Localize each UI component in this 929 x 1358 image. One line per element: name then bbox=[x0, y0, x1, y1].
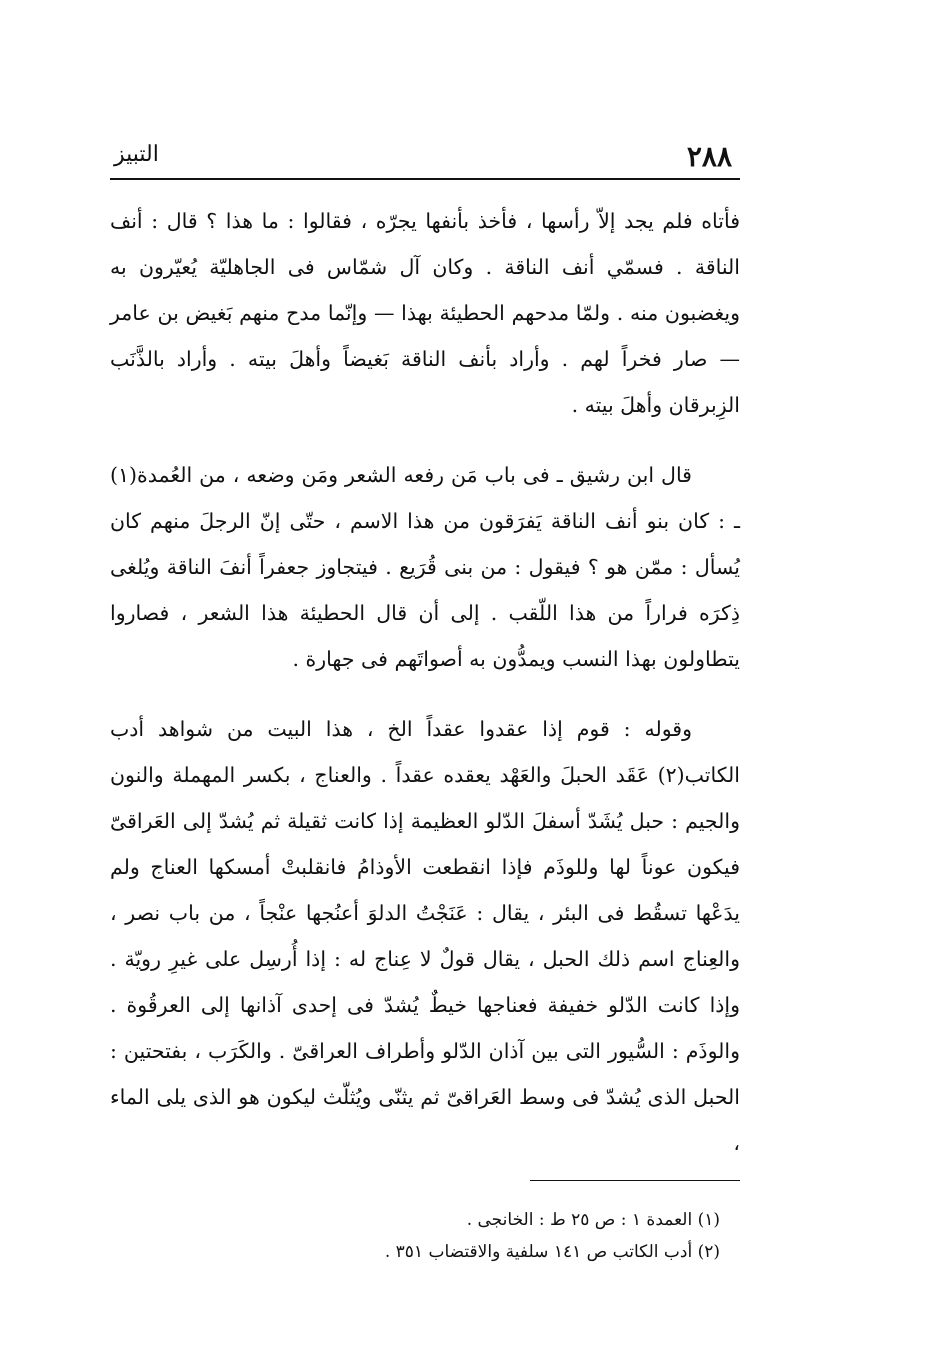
main-text bbox=[110, 198, 740, 1190]
paragraph-3: وقوله : قوم إذا عقدوا عقداً الخ ، هذا البيت من شواهد أدب الكاتب(٢) عَقَد الحبلَ والعَهْد يعقده عقداً . والعناج ، بكسر المهملة والنون والجيم : حبل يُشَدّ أسفلَ الدّلو العظيمة إذا كانت ثقيلة ثم يُشدّ إلى العَراقىّ فيكون عوناً لها وللوذَم فإذا انقطعت الأوذامُ فانقلبتْ أمسكها العناج ولم يدَعْها تسقُط فى البئر ، يقال : عَنَجْتُ الدلوَ أعنُجها عنْجاً ، من باب نصر ، والعِناج اسم ذلك الحبل ، يقال قولٌ لا عِناج له : إذا أُرسِل على غيرِ رويّة . وإذا كانت الدّلو خفيفة فعناجها خيطٌ يُشدّ فى إحدى آذانها إلى العرقُوة . والوذَم : السُّيور التى بين آذان الدّلو وأطراف العراقىّ . والكَرَب ، بفتحتين : الحبل الذى يُشدّ فى وسط العَراقىّ ثم يثنّى ويُثلّث ليكون هو الذى يلى الماء ، bbox=[110, 717, 740, 1155]
footnotes bbox=[110, 1204, 720, 1268]
page-number: ٢٨٨ bbox=[686, 140, 732, 173]
paragraph-2: قال ابن رشيق ـ فى باب مَن رفعه الشعر ومَن وضعه ، من العُمدة(١) ـ : كان بنو أنف الناقة يَفرَقون من هذا الاسم ، حتّى إنّ الرجلَ منهم كان يُسأل : ممّن هو ؟ فيقول : من بنى قُرَيع . فيتجاوز جعفراً أنفَ الناقة ويُلغى ذِكرَه فراراً من هذا اللّقب . إلى أن قال الحطيئة هذا الشعر ، فصاروا يتطاولون بهذا النسب ويمدُّون به أصواتَهم فى جهارة . bbox=[110, 463, 740, 671]
running-head: التبيز bbox=[114, 142, 159, 167]
paragraph-1: فأتاه فلم يجد إلاّ رأسها ، فأخذ بأنفها يجرّه ، فقالوا : ما هذا ؟ قال : أنف الناقة . فسمّي أنف الناقة . وكان آل شمّاس فى الجاهليّة يُعيّرون به ويغضبون منه . ولمّا مدحهم الحطيئة بهذا — وإنّما مدح منهم بَغيض بن عامر — صار فخراً لهم . وأراد بأنف الناقة بَغيضاً وأهلَ بيته . وأراد بالذَّنَب الزِبرقان وأهلَ بيته . bbox=[110, 209, 740, 417]
footnote-2: (٢) أدب الكاتب ص ١٤١ سلفية والاقتضاب ٣٥١ . bbox=[384, 1242, 720, 1262]
page-header bbox=[110, 138, 740, 180]
footnote-1: (١) العمدة ١ : ص ٢٥ ط : الخانجى . bbox=[466, 1210, 720, 1230]
footnote-divider bbox=[530, 1180, 740, 1181]
